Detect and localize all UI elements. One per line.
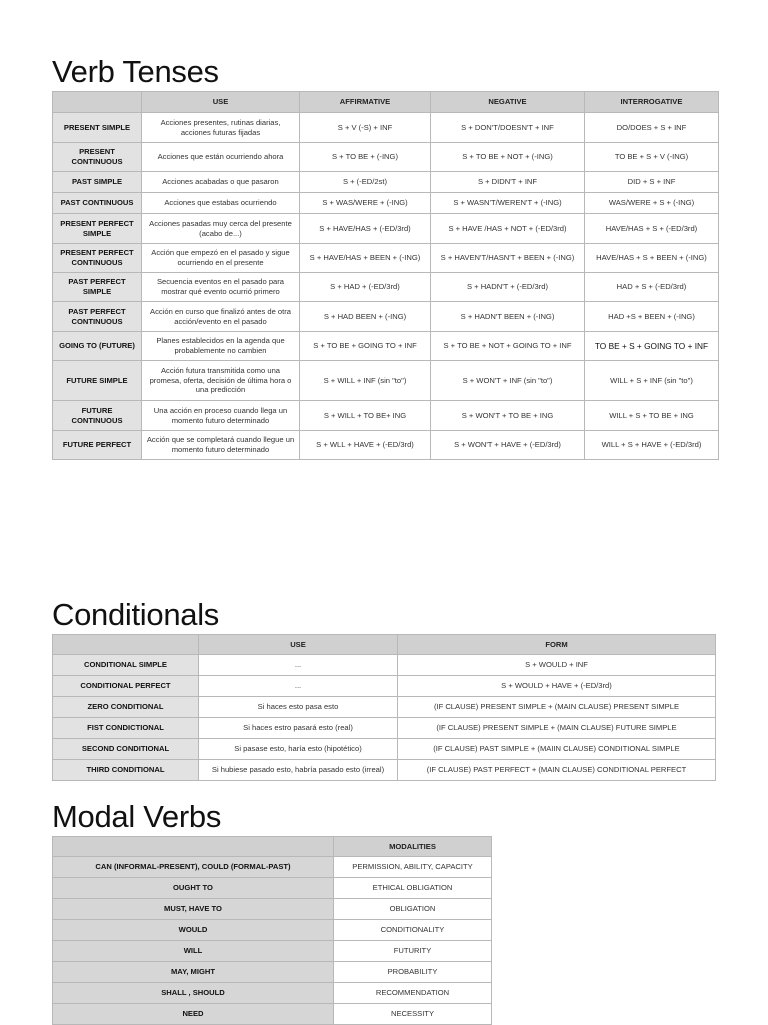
- tense-negative: S + WON'T + HAVE + (-ED/3rd): [431, 431, 585, 460]
- tense-affirmative: S + V (-S) + INF: [300, 113, 431, 143]
- header-cell: AFFIRMATIVE: [300, 92, 431, 113]
- conditional-form: S + WOULD + INF: [398, 655, 716, 676]
- table-row: [53, 332, 719, 361]
- tense-negative: S + WON'T + INF (sin "to"): [431, 361, 585, 401]
- conditional-use: Si haces estro pasará esto (real): [199, 718, 398, 739]
- tense-affirmative: S + HAD + (-ED/3rd): [300, 273, 431, 302]
- table-header-row: [53, 92, 719, 113]
- tense-name: PAST SIMPLE: [53, 172, 142, 193]
- tense-use: Acción futura transmitida como una promesa, oferta, decisión de última hora o una predicción: [142, 361, 300, 401]
- tense-name: PAST PERFECT SIMPLE: [53, 273, 142, 302]
- conditional-name: CONDITIONAL SIMPLE: [53, 655, 199, 676]
- header-cell: USE: [142, 92, 300, 113]
- tense-interrogative: WAS/WERE + S + (-ING): [585, 193, 719, 214]
- header-cell: USE: [199, 635, 398, 655]
- header-cell: [53, 635, 199, 655]
- tense-negative: S + TO BE + NOT + GOING TO + INF: [431, 332, 585, 361]
- conditional-use: ...: [199, 676, 398, 697]
- tense-name: PRESENT CONTINUOUS: [53, 143, 142, 172]
- tense-interrogative: HAD + S + (-ED/3rd): [585, 273, 719, 302]
- conditional-name: CONDITIONAL PERFECT: [53, 676, 199, 697]
- tense-name: PRESENT PERFECT CONTINUOUS: [53, 244, 142, 273]
- tense-interrogative: DID + S + INF: [585, 172, 719, 193]
- modal-verb: SHALL , SHOULD: [53, 983, 334, 1004]
- header-cell: FORM: [398, 635, 716, 655]
- modal-modality: PROBABILITY: [334, 962, 492, 983]
- tense-negative: S + WON'T + TO BE + ING: [431, 401, 585, 431]
- tense-negative: S + DON'T/DOESN'T + INF: [431, 113, 585, 143]
- verb-tenses-table: [52, 91, 719, 460]
- table-row: [53, 431, 719, 460]
- conditional-form: (IF CLAUSE) PAST PERFECT + (MAIN CLAUSE) CONDITIONAL PERFECT: [398, 760, 716, 781]
- conditional-use: Si haces esto pasa esto: [199, 697, 398, 718]
- tense-name: GOING TO (FUTURE): [53, 332, 142, 361]
- tense-use: Planes establecidos en la agenda que probablemente no cambien: [142, 332, 300, 361]
- conditional-use: Si pasase esto, haría esto (hipotético): [199, 739, 398, 760]
- conditional-name: SECOND CONDITIONAL: [53, 739, 199, 760]
- table-header-row: [53, 837, 492, 857]
- tense-affirmative: S + HAD BEEN + (-ING): [300, 302, 431, 332]
- tense-use: Acción que se completará cuando llegue un momento futuro determinado: [142, 431, 300, 460]
- table-row: [53, 193, 719, 214]
- modal-verbs-title: Modal Verbs: [52, 799, 222, 834]
- tense-affirmative: S + TO BE + (-ING): [300, 143, 431, 172]
- tense-interrogative: HAVE/HAS + S + BEEN + (-ING): [585, 244, 719, 273]
- tense-interrogative: HAD +S + BEEN + (-ING): [585, 302, 719, 332]
- tense-affirmative: S + HAVE/HAS + (-ED/3rd): [300, 214, 431, 244]
- conditionals-title: Conditionals: [52, 597, 220, 632]
- table-row: [53, 113, 719, 143]
- modal-verb: MUST, HAVE TO: [53, 899, 334, 920]
- tense-use: Acciones pasadas muy cerca del presente (acabo de...): [142, 214, 300, 244]
- tense-use: Acciones que están ocurriendo ahora: [142, 143, 300, 172]
- table-row: [53, 920, 492, 941]
- tense-use: Acción que empezó en el pasado y sigue ocurriendo en el presente: [142, 244, 300, 273]
- conditional-form: (IF CLAUSE) PAST SIMPLE + (MAIIN CLAUSE) CONDITIONAL SIMPLE: [398, 739, 716, 760]
- tense-negative: S + HAVE /HAS + NOT + (-ED/3rd): [431, 214, 585, 244]
- modal-verb: WILL: [53, 941, 334, 962]
- header-cell: INTERROGATIVE: [585, 92, 719, 113]
- tense-use: Acciones que estabas ocurriendo: [142, 193, 300, 214]
- modal-verb: MAY, MIGHT: [53, 962, 334, 983]
- header-cell: [53, 92, 142, 113]
- modal-modality: FUTURITY: [334, 941, 492, 962]
- table-header-row: [53, 635, 716, 655]
- table-row: [53, 401, 719, 431]
- tense-name: FUTURE CONTINUOUS: [53, 401, 142, 431]
- table-row: [53, 676, 716, 697]
- table-row: [53, 760, 716, 781]
- tense-name: FUTURE PERFECT: [53, 431, 142, 460]
- tense-affirmative: S + TO BE + GOING TO + INF: [300, 332, 431, 361]
- modal-verb: WOULD: [53, 920, 334, 941]
- header-cell: [53, 837, 334, 857]
- table-row: [53, 1004, 492, 1025]
- conditional-use: Si hubiese pasado esto, habría pasado esto (irreal): [199, 760, 398, 781]
- tense-use: Una acción en proceso cuando llega un momento futuro determinado: [142, 401, 300, 431]
- table-row: [53, 983, 492, 1004]
- tense-negative: S + HADN'T + (-ED/3rd): [431, 273, 585, 302]
- conditional-use: ...: [199, 655, 398, 676]
- tense-interrogative: HAVE/HAS + S + (-ED/3rd): [585, 214, 719, 244]
- tense-interrogative: TO BE + S + GOING TO + INF: [585, 332, 719, 361]
- tense-interrogative: WILL + S + HAVE + (-ED/3rd): [585, 431, 719, 460]
- tense-affirmative: S + HAVE/HAS + BEEN + (-ING): [300, 244, 431, 273]
- verb-tenses-title: Verb Tenses: [52, 54, 219, 89]
- table-row: [53, 857, 492, 878]
- tense-use: Acciones acabadas o que pasaron: [142, 172, 300, 193]
- conditional-form: S + WOULD + HAVE + (-ED/3rd): [398, 676, 716, 697]
- table-row: [53, 739, 716, 760]
- tense-affirmative: S + WILL + INF (sin "to"): [300, 361, 431, 401]
- table-row: [53, 718, 716, 739]
- tense-affirmative: S + (-ED/2st): [300, 172, 431, 193]
- modal-verb: CAN (INFORMAL-PRESENT), COULD (FORMAL-PAST): [53, 857, 334, 878]
- tense-use: Acciones presentes, rutinas diarias, acciones futuras fijadas: [142, 113, 300, 143]
- modal-verbs-table: [52, 836, 492, 1025]
- conditional-form: (IF CLAUSE) PRESENT SIMPLE + (MAIN CLAUSE) FUTURE SIMPLE: [398, 718, 716, 739]
- modal-modality: RECOMMENDATION: [334, 983, 492, 1004]
- table-row: [53, 214, 719, 244]
- tense-use: Secuencia eventos en el pasado para mostrar qué evento ocurrió primero: [142, 273, 300, 302]
- conditional-form: (IF CLAUSE) PRESENT SIMPLE + (MAIN CLAUSE) PRESENT SIMPLE: [398, 697, 716, 718]
- table-row: [53, 273, 719, 302]
- modal-modality: OBLIGATION: [334, 899, 492, 920]
- conditional-name: FIST CONDICTIONAL: [53, 718, 199, 739]
- tense-interrogative: TO BE + S + V (-ING): [585, 143, 719, 172]
- table-row: [53, 302, 719, 332]
- tense-name: PAST CONTINUOUS: [53, 193, 142, 214]
- modal-modality: PERMISSION, ABILITY, CAPACITY: [334, 857, 492, 878]
- modal-modality: NECESSITY: [334, 1004, 492, 1025]
- tense-interrogative: WILL + S + INF (sin "to"): [585, 361, 719, 401]
- tense-negative: S + HADN'T BEEN + (-ING): [431, 302, 585, 332]
- tense-affirmative: S + WLL + HAVE + (-ED/3rd): [300, 431, 431, 460]
- tense-negative: S + TO BE + NOT + (-ING): [431, 143, 585, 172]
- table-row: [53, 143, 719, 172]
- tense-negative: S + DIDN'T + INF: [431, 172, 585, 193]
- table-row: [53, 878, 492, 899]
- conditional-name: THIRD CONDITIONAL: [53, 760, 199, 781]
- modal-verb: OUGHT TO: [53, 878, 334, 899]
- tense-name: PRESENT PERFECT SIMPLE: [53, 214, 142, 244]
- table-row: [53, 899, 492, 920]
- tense-use: Acción en curso que finalizó antes de otra acción/evento en el pasado: [142, 302, 300, 332]
- modal-modality: CONDITIONALITY: [334, 920, 492, 941]
- tense-affirmative: S + WAS/WERE + (-ING): [300, 193, 431, 214]
- conditional-name: ZERO CONDITIONAL: [53, 697, 199, 718]
- table-row: [53, 361, 719, 401]
- table-row: [53, 962, 492, 983]
- tense-interrogative: WILL + S + TO BE + ING: [585, 401, 719, 431]
- table-row: [53, 941, 492, 962]
- table-row: [53, 244, 719, 273]
- header-cell: NEGATIVE: [431, 92, 585, 113]
- tense-affirmative: S + WILL + TO BE+ ING: [300, 401, 431, 431]
- header-cell: MODALITIES: [334, 837, 492, 857]
- tense-name: PAST PERFECT CONTINUOUS: [53, 302, 142, 332]
- tense-name: FUTURE SIMPLE: [53, 361, 142, 401]
- table-row: [53, 655, 716, 676]
- modal-modality: ETHICAL OBLIGATION: [334, 878, 492, 899]
- tense-name: PRESENT SIMPLE: [53, 113, 142, 143]
- tense-negative: S + HAVEN'T/HASN'T + BEEN + (-ING): [431, 244, 585, 273]
- table-row: [53, 172, 719, 193]
- tense-interrogative: DO/DOES + S + INF: [585, 113, 719, 143]
- modal-verb: NEED: [53, 1004, 334, 1025]
- tense-negative: S + WASN'T/WEREN'T + (-ING): [431, 193, 585, 214]
- conditionals-table: [52, 634, 716, 781]
- table-row: [53, 697, 716, 718]
